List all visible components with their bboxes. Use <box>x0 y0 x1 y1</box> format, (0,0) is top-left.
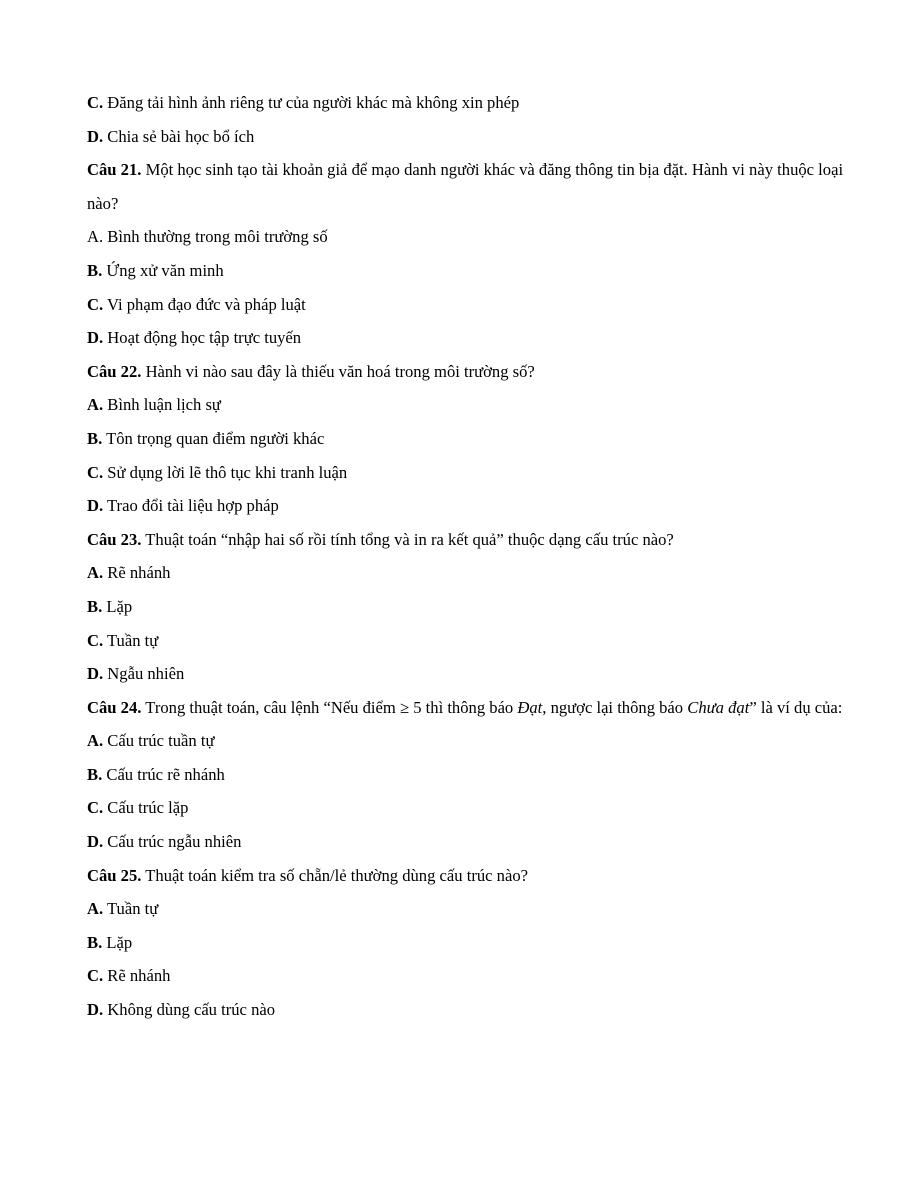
option-c <box>87 86 877 120</box>
option-letter: D. <box>87 664 104 684</box>
option-a <box>87 388 877 422</box>
option-letter: B. <box>87 260 103 280</box>
option-text: Tuần tự <box>107 899 159 919</box>
option-text: Tôn trọng quan điểm người khác <box>106 428 325 448</box>
question-text: Thuật toán “nhập hai số rồi tính tổng và in ra kết quả” thuộc dạng cấu trúc nào? <box>145 529 674 549</box>
question-italic-term: Đạt <box>517 697 543 717</box>
option-text: Lặp <box>106 596 133 616</box>
option-text: Ngẫu nhiên <box>107 664 185 684</box>
question-21 <box>87 153 877 220</box>
option-text: Chia sẻ bài học bổ ích <box>107 126 255 146</box>
question-italic-term: Chưa đạt <box>687 697 750 717</box>
option-text: Đăng tải hình ảnh riêng tư của người khác mà không xin phép <box>107 93 520 112</box>
option-letter: A. <box>87 563 104 583</box>
question-23 <box>87 523 877 557</box>
option-text: Vi phạm đạo đức và pháp luật <box>107 294 306 314</box>
question-label: Câu 21. <box>87 160 142 180</box>
option-letter: C. <box>87 966 104 986</box>
option-letter: C. <box>87 294 104 314</box>
option-b <box>87 926 877 960</box>
option-text: Cấu trúc rẽ nhánh <box>106 764 225 784</box>
option-text: Cấu trúc tuần tự <box>107 731 215 751</box>
option-d <box>87 657 877 691</box>
question-24 <box>87 691 877 725</box>
option-b <box>87 758 877 792</box>
option-c <box>87 791 877 825</box>
option-d <box>87 321 877 355</box>
option-text: Hoạt động học tập trực tuyến <box>107 328 302 348</box>
option-letter: D. <box>87 126 104 146</box>
option-text: Sử dụng lời lẽ thô tục khi tranh luận <box>107 462 348 482</box>
question-25 <box>87 859 877 893</box>
option-letter: A. <box>87 731 104 751</box>
option-letter: B. <box>87 428 103 448</box>
option-text: Rẽ nhánh <box>107 966 171 986</box>
option-letter: C. <box>87 93 104 112</box>
option-d <box>87 120 877 154</box>
document-page <box>87 86 877 1027</box>
question-text-middle: , ngược lại thông báo <box>542 697 688 717</box>
option-letter: D. <box>87 832 104 852</box>
option-c <box>87 456 877 490</box>
option-text: Cấu trúc ngẫu nhiên <box>107 832 242 852</box>
option-letter: D. <box>87 328 104 348</box>
option-letter: C. <box>87 462 104 482</box>
option-b <box>87 422 877 456</box>
option-text: Ứng xử văn minh <box>106 260 224 280</box>
option-letter: B. <box>87 764 103 784</box>
question-label: Câu 22. <box>87 361 142 381</box>
question-text: Thuật toán kiểm tra số chẵn/lẻ thường dùng cấu trúc nào? <box>145 865 528 885</box>
option-c <box>87 288 877 322</box>
option-b <box>87 254 877 288</box>
option-a <box>87 556 877 590</box>
option-letter: D. <box>87 496 104 516</box>
option-a <box>87 892 877 926</box>
option-a <box>87 724 877 758</box>
option-text: A. Bình thường trong môi trường số <box>87 227 328 247</box>
option-text: Tuần tự <box>107 630 159 650</box>
question-label: Câu 24. <box>87 697 142 717</box>
question-label: Câu 25. <box>87 865 142 885</box>
option-c <box>87 959 877 993</box>
option-d <box>87 825 877 859</box>
option-text: Bình luận lịch sự <box>107 395 221 415</box>
option-text: Cấu trúc lặp <box>107 798 189 818</box>
question-text: Một học sinh tạo tài khoản giả để mạo danh người khác và đăng thông tin bịa đặt. Hành vi này thuộc loại nào? <box>87 160 844 213</box>
option-d <box>87 489 877 523</box>
option-d <box>87 993 877 1027</box>
option-letter: B. <box>87 596 103 616</box>
option-text: Lặp <box>106 932 133 952</box>
option-text: Rẽ nhánh <box>107 563 171 583</box>
option-text: Không dùng cấu trúc nào <box>107 1000 276 1020</box>
option-letter: C. <box>87 798 104 818</box>
question-text-after: ” là ví dụ của: <box>749 697 843 717</box>
option-letter: B. <box>87 932 103 952</box>
question-label: Câu 23. <box>87 529 142 549</box>
option-letter: D. <box>87 1000 104 1020</box>
option-text: Trao đổi tài liệu hợp pháp <box>107 496 279 516</box>
question-text: Hành vi nào sau đây là thiếu văn hoá trong môi trường số? <box>145 361 535 381</box>
option-letter: A. <box>87 395 104 415</box>
option-c <box>87 624 877 658</box>
option-b <box>87 590 877 624</box>
option-a <box>87 220 877 254</box>
question-text-before: Trong thuật toán, câu lệnh “Nếu điểm ≥ 5 thì thông báo <box>145 697 518 717</box>
question-22 <box>87 355 877 389</box>
option-letter: A. <box>87 899 104 919</box>
option-letter: C. <box>87 630 104 650</box>
